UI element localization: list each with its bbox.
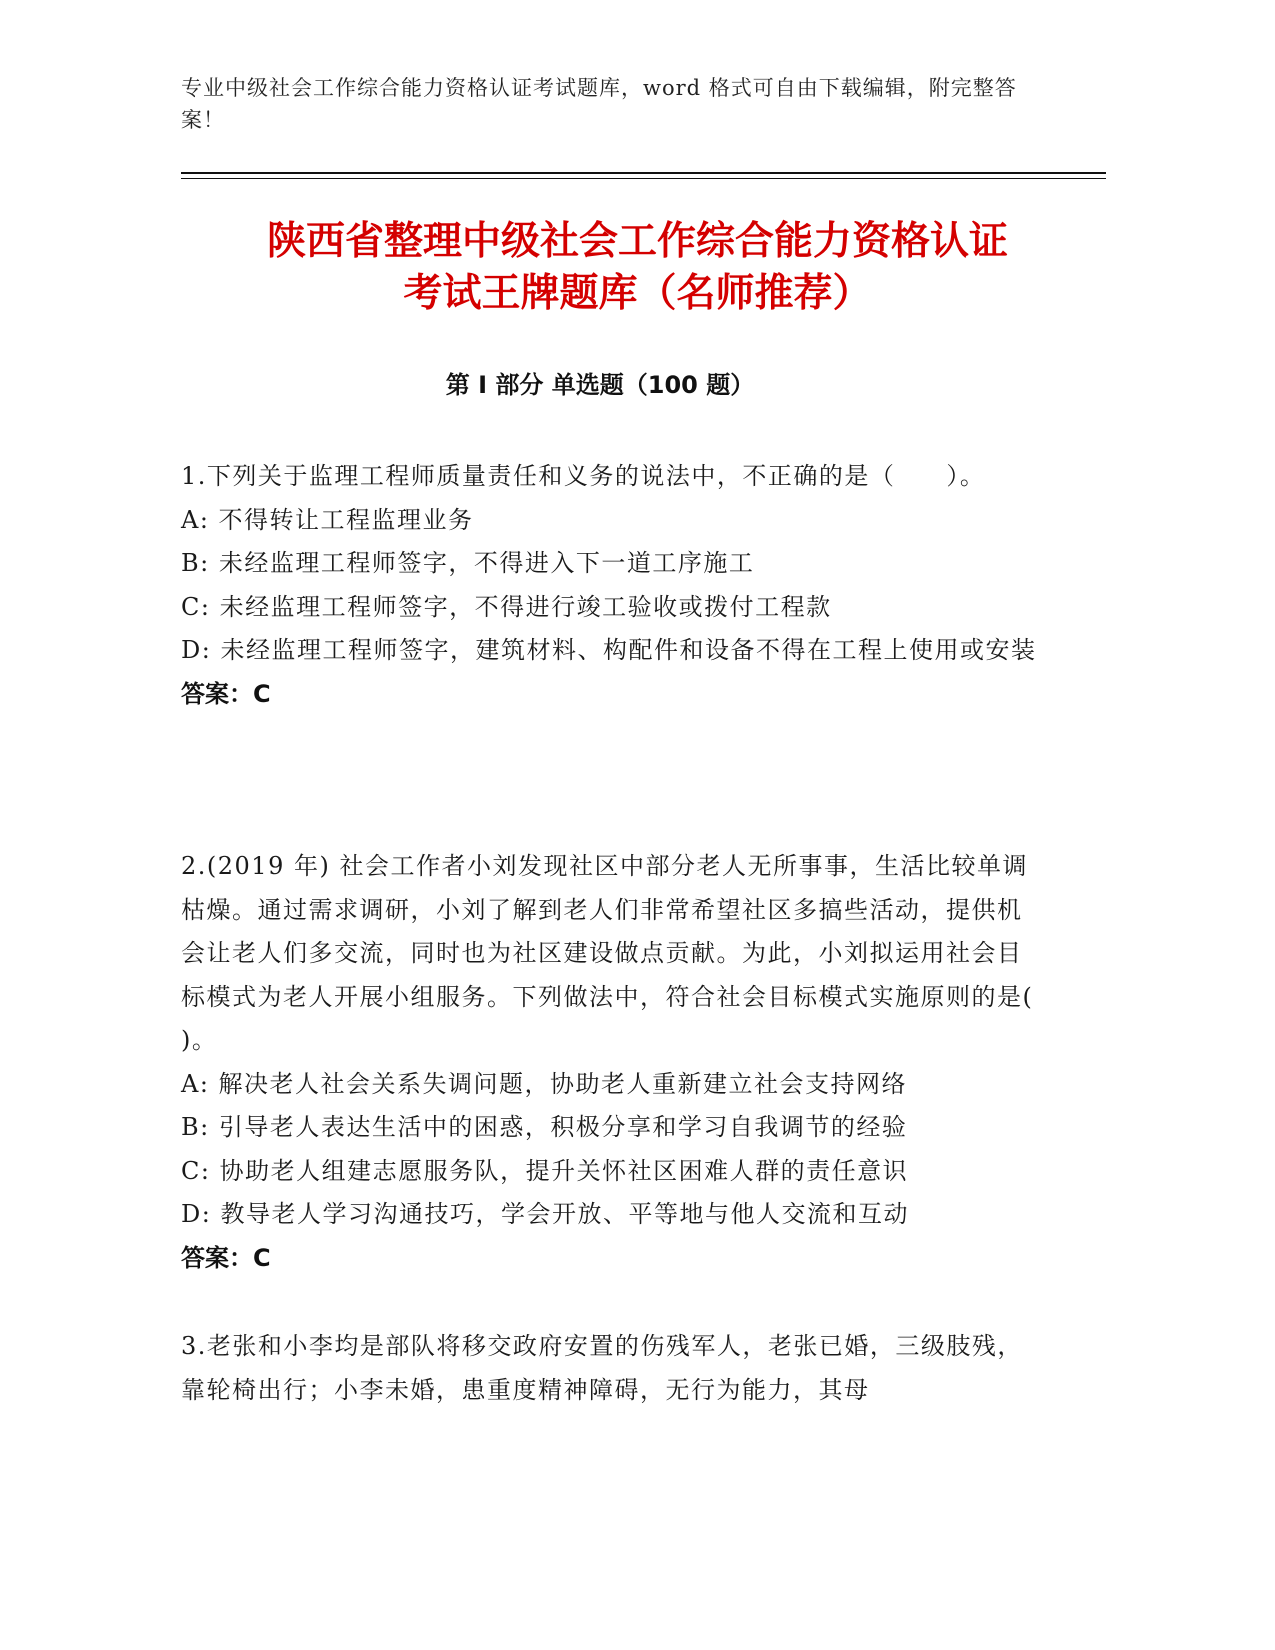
option-b: B: 引导老人表达生活中的困惑，积极分享和学习自我调节的经验: [181, 1113, 908, 1141]
question-stem: 3.老张和小李均是部队将移交政府安置的伤残军人，老张已婚，三级肢残，靠轮椅出行；小李未婚，患重度精神障碍，无行为能力，其母: [181, 1332, 1023, 1404]
document-title-line-2: 考试王牌题库（名师推荐）: [403, 271, 872, 316]
option-a: A: 不得转让工程监理业务: [181, 505, 474, 534]
answer: 答案：C: [181, 1243, 271, 1272]
option-d: D: 教导老人学习沟通技巧，学会开放、平等地与他人交流和互动: [181, 1200, 909, 1228]
question-1: [181, 455, 1041, 716]
option-c: C: 未经监理工程师签字，不得进行竣工验收或拨付工程款: [181, 592, 832, 621]
answer: 答案：C: [181, 679, 271, 708]
option-d: D: 未经监理工程师签字，建筑材料、构配件和设备不得在工程上使用或安装: [181, 636, 1037, 664]
question-stem: 2.(2019 年) 社会工作者小刘发现社区中部分老人无所事事，生活比较单调枯燥。通过需求调研，小刘了解到老人们非常希望社区多搞些活动，提供机会让老人们多交流，同时也为社区建设做点贡献。为此，小刘拟运用社会目标模式为老人开展小组服务。下列做法中，符合社会目标模式实施原则的是( )。: [181, 852, 1034, 1054]
document-title: [150, 216, 1125, 320]
question-2: [181, 845, 1041, 1280]
document-title-line-1: 陕西省整理中级社会工作综合能力资格认证: [266, 219, 1008, 264]
option-b: B: 未经监理工程师签字，不得进入下一道工序施工: [181, 549, 755, 577]
option-a: A: 解决老人社会关系失调问题，协助老人重新建立社会支持网络: [181, 1069, 908, 1098]
header-divider-thick: [181, 172, 1106, 174]
header-divider-thin: [181, 178, 1106, 179]
header-note: 专业中级社会工作综合能力资格认证考试题库，word 格式可自由下载编辑，附完整答案！: [181, 76, 1017, 132]
option-c: C: 协助老人组建志愿服务队，提升关怀社区困难人群的责任意识: [181, 1156, 909, 1185]
question-stem: 1.下列关于监理工程师质量责任和义务的说法中，不正确的是（ ）。: [181, 462, 986, 490]
section-heading: 第 I 部分 单选题（100 题）: [445, 371, 755, 399]
question-3: [181, 1325, 1041, 1412]
